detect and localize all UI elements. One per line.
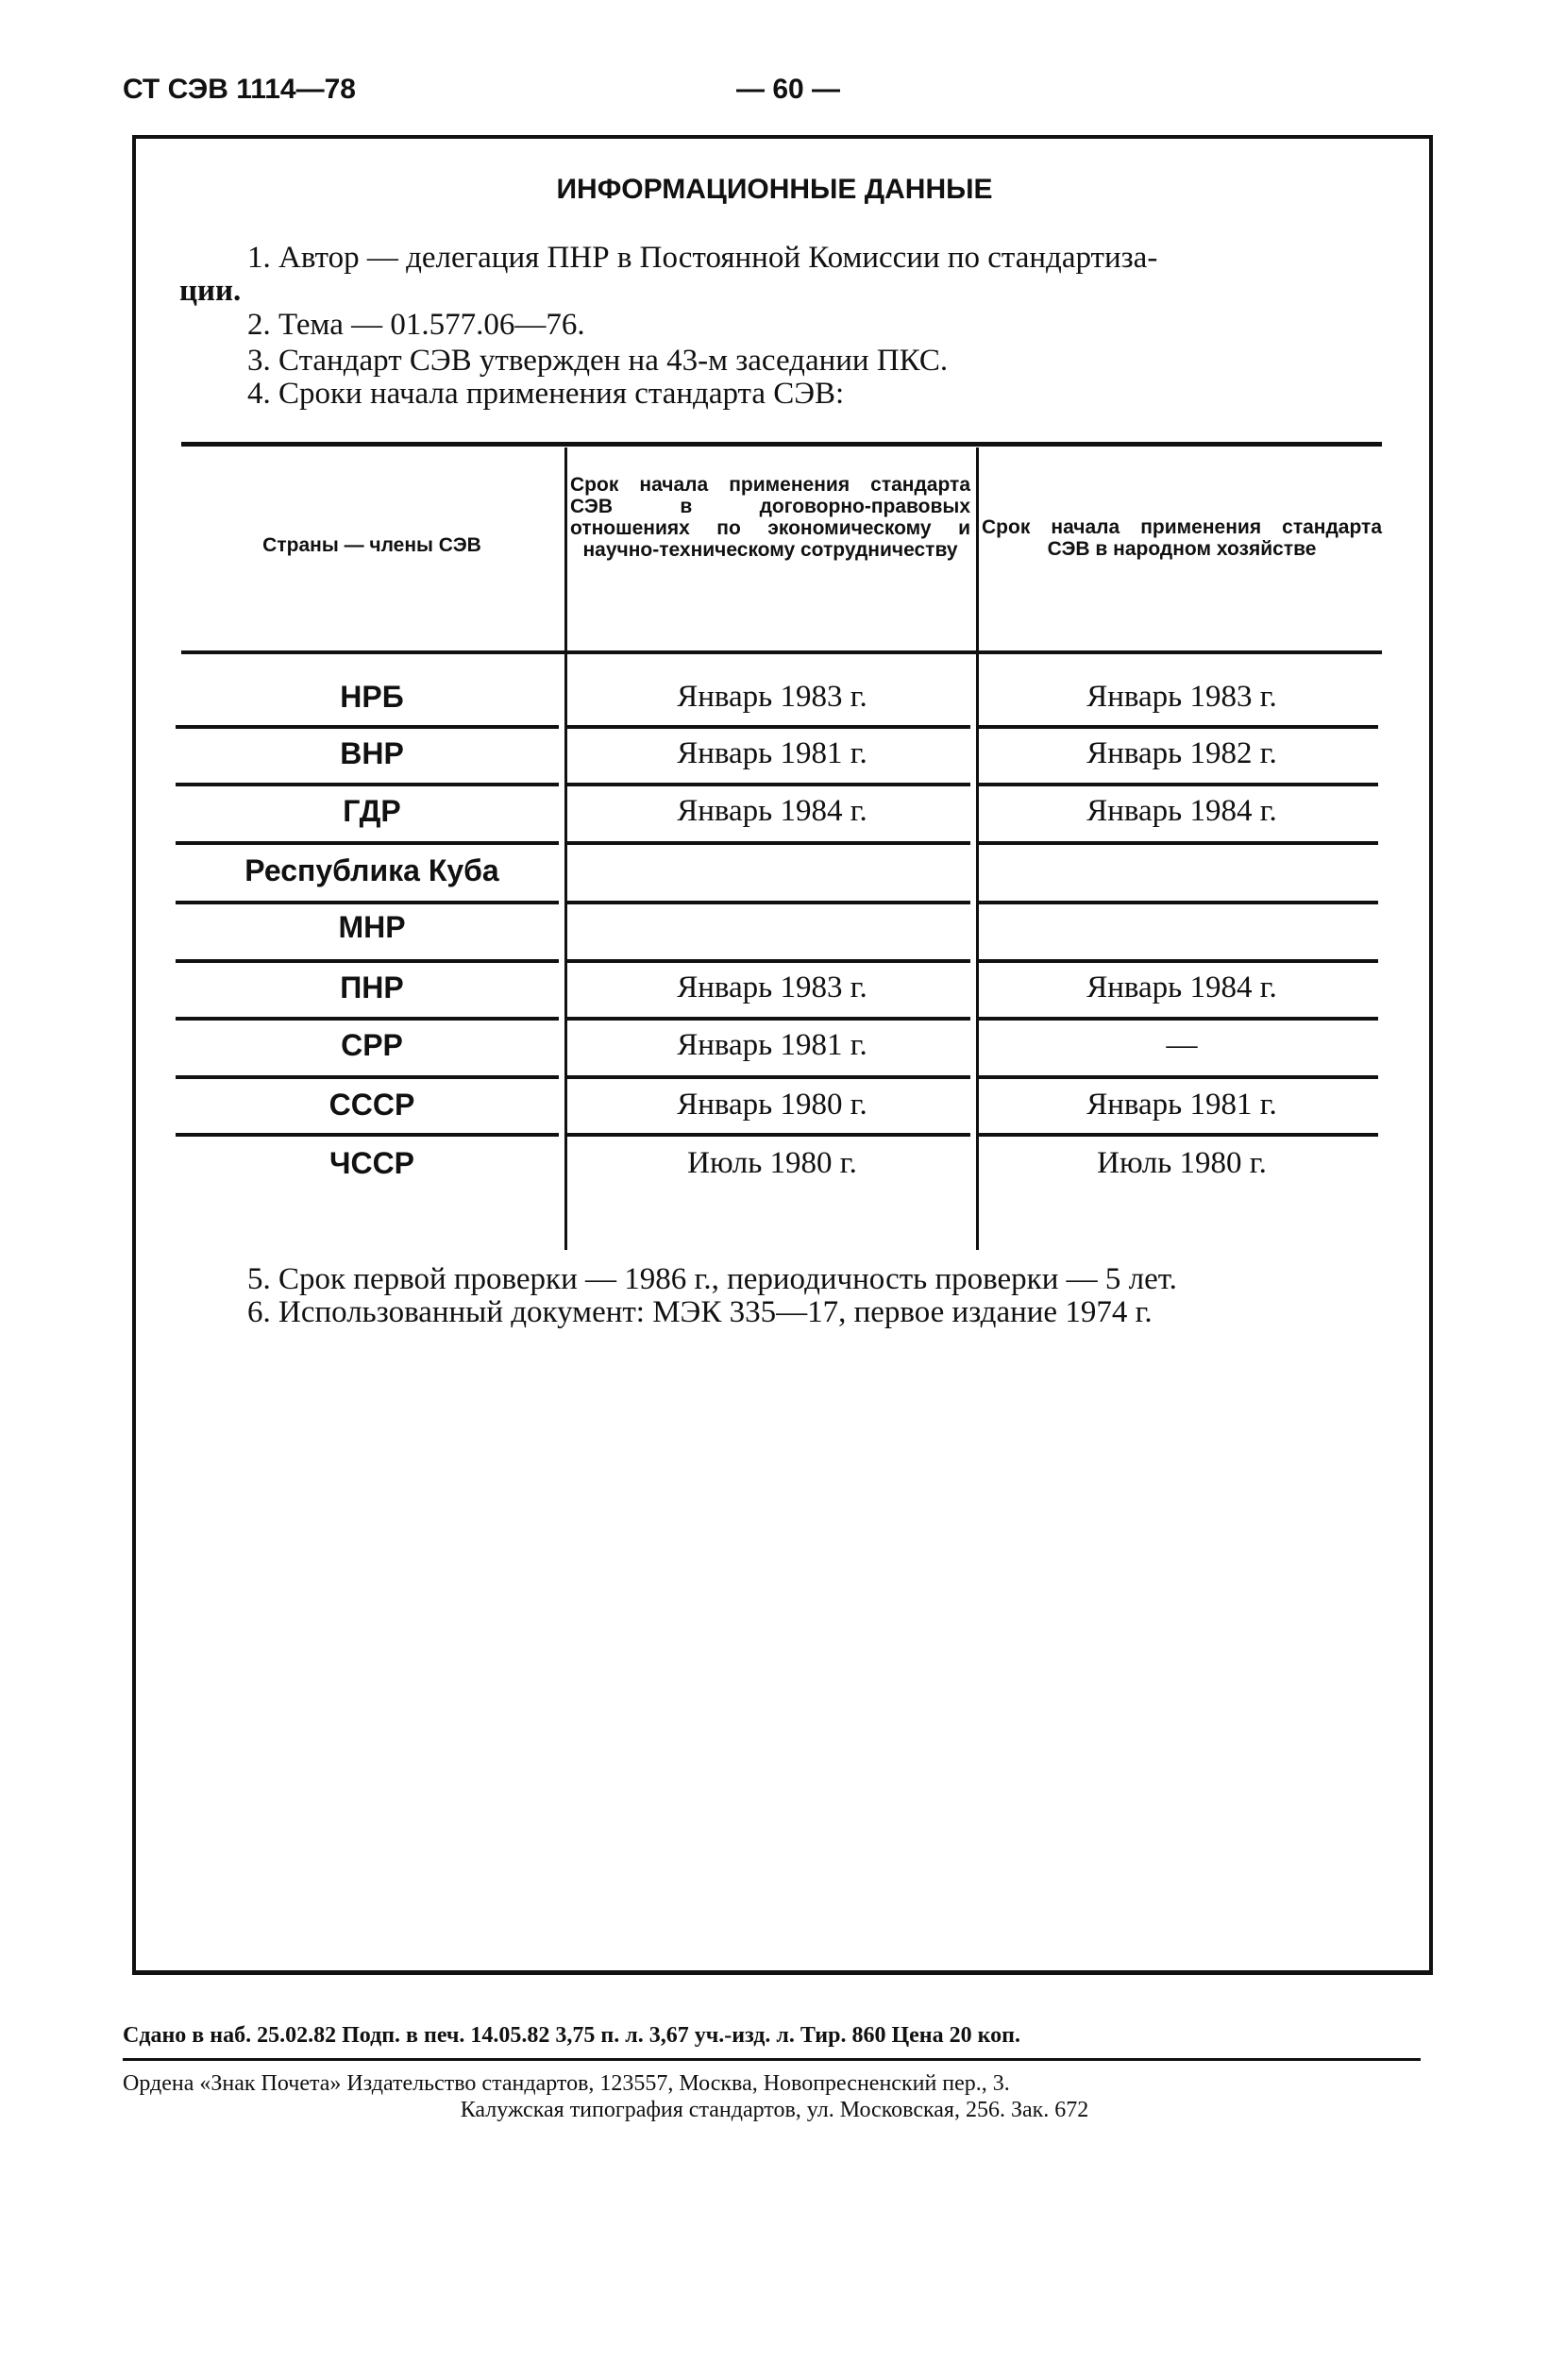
page-number: — 60 — xyxy=(736,74,841,105)
row-rule xyxy=(564,841,970,845)
document-code: СТ СЭВ 1114—78 xyxy=(123,74,356,105)
header-economy-date: Срок начала применения стандарта СЭВ в народном хозяйстве xyxy=(982,516,1382,560)
row-rule xyxy=(176,901,559,904)
row-rule xyxy=(976,959,1378,963)
country-cell: ВНР xyxy=(340,736,404,770)
row-rule xyxy=(976,901,1378,904)
row-rule xyxy=(176,783,559,786)
row-rule xyxy=(564,1017,970,1021)
economy-date-cell: Январь 1983 г. xyxy=(1086,680,1277,714)
table-header-rule xyxy=(181,650,1382,654)
contract-date-cell: Январь 1983 г. xyxy=(677,971,867,1004)
economy-date-cell: Июль 1980 г. xyxy=(1097,1146,1267,1180)
item-5: 5. Срок первой проверки — 1986 г., периодичность проверки — 5 лет. xyxy=(247,1262,1177,1296)
row-rule xyxy=(976,841,1378,845)
country-cell: ЧССР xyxy=(328,1146,415,1180)
item-2: 2. Тема — 01.577.06—76. xyxy=(247,308,585,342)
country-cell: НРБ xyxy=(340,680,404,714)
item-1: 1. Автор — делегация ПНР в Постоянной Комиссии по стандартиза- xyxy=(247,241,1158,275)
row-rule xyxy=(564,783,970,786)
contract-date-cell: Январь 1984 г. xyxy=(677,794,867,828)
contract-date-cell: Январь 1980 г. xyxy=(677,1088,867,1122)
row-rule xyxy=(976,783,1378,786)
row-rule xyxy=(176,1075,559,1079)
economy-date-cell: Январь 1981 г. xyxy=(1086,1088,1277,1122)
imprint-line: Сдано в наб. 25.02.82 Подп. в печ. 14.05.82 3,75 п. л. 3,67 уч.-изд. л. Тир. 860 Цена 20 коп. xyxy=(123,2023,1020,2048)
row-rule xyxy=(176,1017,559,1021)
contract-date-cell: Январь 1981 г. xyxy=(677,736,867,770)
country-cell: СРР xyxy=(341,1028,403,1062)
country-cell: МНР xyxy=(338,910,406,944)
table-top-rule xyxy=(181,442,1382,447)
printer-line: Калужская типография стандартов, ул. Московская, 256. Зак. 672 xyxy=(460,2098,1089,2122)
item-4: 4. Сроки начала применения стандарта СЭВ: xyxy=(247,377,845,411)
publisher-line: Ордена «Знак Почета» Издательство стандартов, 123557, Москва, Новопресненский пер., 3. xyxy=(123,2071,1010,2096)
row-rule xyxy=(564,1075,970,1079)
country-cell: СССР xyxy=(328,1088,415,1122)
contract-date-cell: Июль 1980 г. xyxy=(687,1146,857,1180)
row-rule xyxy=(976,1017,1378,1021)
contract-date-cell: Январь 1981 г. xyxy=(677,1028,867,1062)
contract-date-cell xyxy=(570,852,974,889)
contract-date-cell xyxy=(570,908,974,946)
row-rule xyxy=(176,1133,559,1137)
row-rule xyxy=(564,725,970,729)
footer-rule xyxy=(123,2058,1421,2061)
row-rule xyxy=(176,725,559,729)
economy-date-cell: Январь 1984 г. xyxy=(1086,971,1277,1004)
header-contract-date: Срок начала применения стандарта СЭВ в договорно-правовых отношениях по экономическому и научно-техническому сотрудничеству xyxy=(570,474,970,561)
item-6: 6. Использованный документ: МЭК 335—17, первое издание 1974 г. xyxy=(247,1295,1153,1329)
column-divider xyxy=(564,447,567,1250)
economy-date-cell: Январь 1982 г. xyxy=(1086,736,1277,770)
header-countries: Страны — члены СЭВ xyxy=(262,534,481,556)
economy-date-cell: Январь 1984 г. xyxy=(1086,794,1277,828)
economy-date-cell: — xyxy=(1166,1028,1198,1062)
row-rule xyxy=(564,1133,970,1137)
country-cell: Республика Куба xyxy=(244,853,499,887)
section-title: ИНФОРМАЦИОННЫЕ ДАННЫЕ xyxy=(556,174,993,205)
item-3: 3. Стандарт СЭВ утвержден на 43-м заседании ПКС. xyxy=(247,344,949,378)
country-cell: ГДР xyxy=(343,794,401,828)
economy-date-cell xyxy=(982,852,1382,889)
row-rule xyxy=(976,1133,1378,1137)
economy-date-cell xyxy=(982,908,1382,946)
contract-date-cell: Январь 1983 г. xyxy=(677,680,867,714)
column-divider xyxy=(976,447,979,1250)
row-rule xyxy=(176,841,559,845)
row-rule xyxy=(976,725,1378,729)
country-cell: ПНР xyxy=(340,971,404,1004)
row-rule xyxy=(564,959,970,963)
item-1-continued: ции. xyxy=(179,274,242,308)
row-rule xyxy=(564,901,970,904)
row-rule xyxy=(176,959,559,963)
row-rule xyxy=(976,1075,1378,1079)
